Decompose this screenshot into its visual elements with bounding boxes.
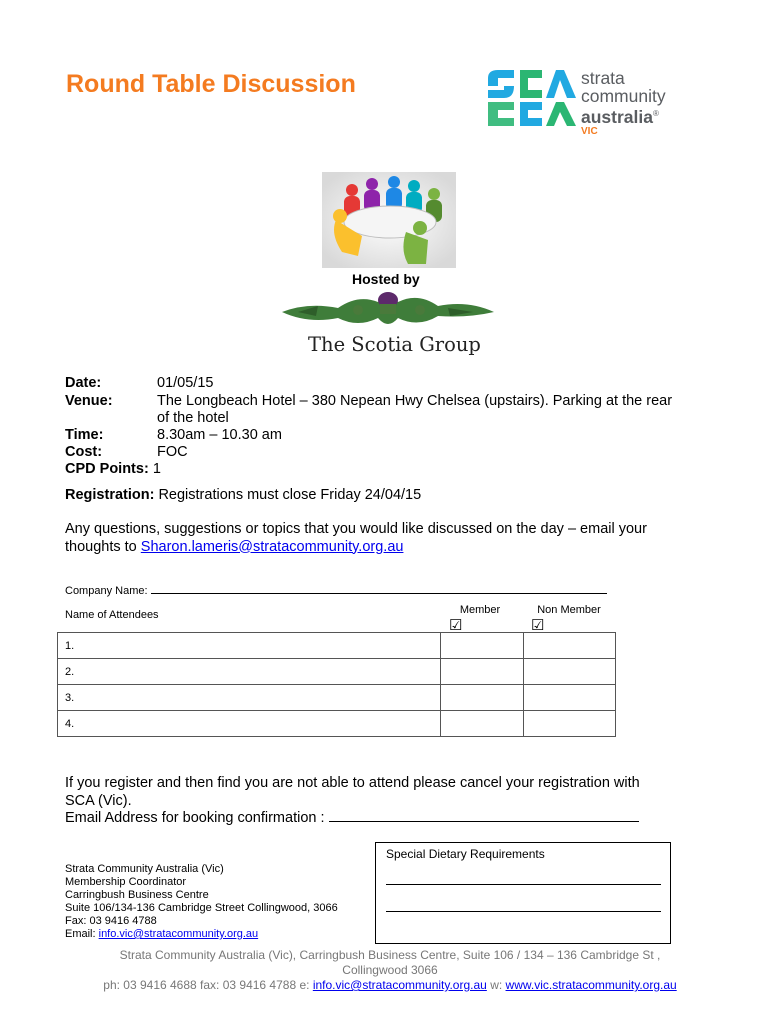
cancellation-notice [65, 775, 705, 828]
cost-value: FOC [157, 444, 188, 460]
contact-details [65, 863, 338, 941]
table-row [58, 633, 616, 659]
registration-deadline [65, 487, 421, 503]
venue-value-line-2: of the hotel [157, 410, 229, 426]
non-member-cell[interactable] [524, 659, 616, 685]
table-row [58, 711, 616, 737]
footer-web-link[interactable]: www.vic.stratacommunity.org.au [505, 978, 677, 992]
email-confirmation-label: Email Address for booking confirmation : [65, 810, 325, 826]
cpd-value: 1 [152, 461, 161, 477]
dietary-line-2[interactable] [386, 911, 661, 912]
date-value: 01/05/15 [157, 375, 214, 391]
email-confirmation-field[interactable] [65, 810, 705, 828]
non-member-cell[interactable] [524, 685, 616, 711]
dietary-requirements-box[interactable] [375, 842, 671, 944]
sca-logo-text [581, 69, 666, 126]
non-member-column-header [524, 604, 614, 634]
venue-value-line-1: The Longbeach Hotel – 380 Nepean Hwy Chelsea (upstairs). Parking at the rear [157, 393, 673, 409]
contact-email-link[interactable]: info.vic@stratacommunity.org.au [98, 928, 259, 940]
logo-line-3: australia [581, 106, 653, 127]
footer-line-1: Strata Community Australia (Vic), Carringbush Business Centre, Suite 106 / 134 – 136 Cambridge St , [119, 948, 661, 962]
cancel-line-1: If you register and then find you are not able to attend please cancel your registration with [65, 775, 640, 791]
member-cell[interactable] [441, 711, 524, 737]
attendee-name-cell[interactable]: 1. [58, 633, 441, 659]
non-member-cell[interactable] [524, 633, 616, 659]
member-label: Member [459, 604, 501, 616]
page-title: Round Table Discussion [66, 70, 356, 98]
cpd-label: CPD Points: [65, 461, 149, 477]
contact-line-3: Carringbush Business Centre [65, 889, 209, 901]
attendee-table [57, 632, 616, 737]
footer-phone: ph: 03 9416 4688 fax: 03 9416 4788 e: [103, 978, 310, 992]
dietary-title: Special Dietary Requirements [386, 847, 545, 861]
sca-logo [484, 68, 704, 140]
venue-label: Venue: [65, 393, 113, 409]
company-name-label: Company Name: [65, 585, 148, 597]
cpd-points [65, 461, 161, 479]
logo-registered: ® [652, 109, 659, 118]
non-member-cell[interactable] [524, 711, 616, 737]
footer-web-label: w: [490, 978, 503, 992]
sharon-email-link[interactable]: Sharon.lameris@stratacommunity.org.au [140, 538, 404, 555]
member-column-header [440, 604, 520, 634]
thistle-icon [278, 284, 498, 334]
logo-region: VIC [581, 126, 598, 137]
cancel-line-2: SCA (Vic). [65, 792, 132, 809]
registration-label: Registration: [65, 487, 155, 503]
member-cell[interactable] [441, 685, 524, 711]
logo-line-1: strata [581, 68, 625, 88]
contact-email-label: Email: [65, 928, 96, 940]
cost-label: Cost: [65, 444, 103, 460]
contact-line-5: Fax: 03 9416 4788 [65, 915, 157, 927]
contact-line-2: Membership Coordinator [65, 876, 187, 888]
time-label: Time: [65, 427, 104, 443]
member-cell[interactable] [441, 659, 524, 685]
attendee-name-cell[interactable]: 2. [58, 659, 441, 685]
date-label: Date: [65, 375, 102, 391]
questions-paragraph [65, 521, 705, 556]
scotia-group-name: The Scotia Group [308, 333, 481, 356]
footer-line-3 [60, 978, 720, 993]
member-cell[interactable] [441, 633, 524, 659]
email-confirmation-line[interactable] [329, 821, 639, 822]
registration-text: Registrations must close Friday 24/04/15 [158, 487, 422, 503]
contact-email-row [65, 928, 338, 941]
logo-line-2: community [581, 86, 666, 106]
time-value: 8.30am – 10.30 am [157, 427, 282, 443]
attendee-name-cell[interactable]: 3. [58, 685, 441, 711]
footer-email-link[interactable]: info.vic@stratacommunity.org.au [312, 978, 487, 992]
footer-line-2: Collingwood 3066 [342, 963, 438, 977]
table-row [58, 659, 616, 685]
member-checkbox-icon: ☑ [449, 617, 463, 634]
sca-logo-mark-icon [484, 68, 580, 130]
contact-line-4: Suite 106/134-136 Cambridge Street Collingwood, 3066 [65, 902, 338, 914]
round-table-illustration [322, 172, 456, 268]
non-member-label: Non Member [537, 604, 601, 616]
questions-text: Any questions, suggestions or topics that you would like discussed on the day – email your thoughts to [65, 521, 647, 555]
dietary-line-1[interactable] [386, 884, 661, 885]
company-name-line[interactable] [151, 593, 607, 594]
page-footer [60, 948, 720, 993]
company-name-field[interactable] [65, 585, 607, 597]
attendees-header: Name of Attendees [65, 609, 159, 621]
non-member-checkbox-icon: ☑ [531, 617, 545, 634]
hosted-by-label: Hosted by [352, 271, 420, 287]
attendee-name-cell[interactable]: 4. [58, 711, 441, 737]
table-row [58, 685, 616, 711]
contact-line-1: Strata Community Australia (Vic) [65, 863, 224, 875]
